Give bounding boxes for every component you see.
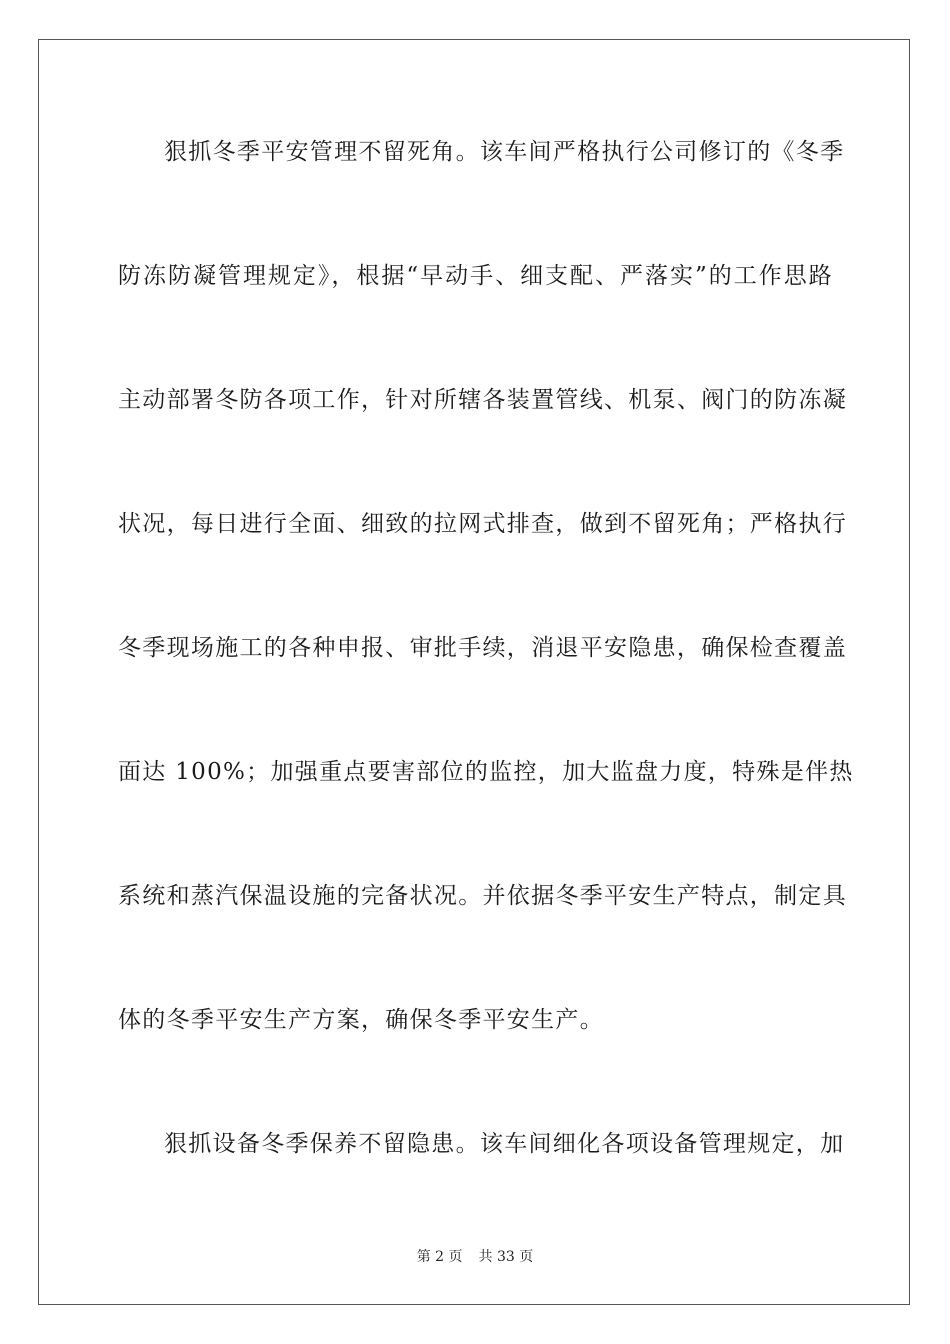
paragraph-1-line-4: 状况，每日进行全面、细致的拉网式排查，做到不留死角；严格执行	[118, 511, 847, 537]
paragraph-1-line-1: 狠抓冬季平安管理不留死角。该车间严格执行公司修订的《冬季	[164, 139, 845, 165]
paragraph-1-line-5: 冬季现场施工的各种申报、审批手续，消退平安隐患，确保检查覆盖	[118, 635, 847, 661]
page-border	[38, 39, 910, 1305]
paragraph-2-line-1: 狠抓设备冬季保养不留隐患。该车间细化各项设备管理规定，加	[164, 1131, 845, 1157]
paragraph-1-line-3: 主动部署冬防各项工作，针对所辖各装置管线、机泵、阀门的防冻凝	[118, 387, 847, 413]
page-footer	[0, 1248, 950, 1266]
paragraph-1-line-6: 面达 100%；加强重点要害部位的监控，加大监盘力度，特殊是伴热	[118, 759, 854, 785]
page-total: 共 33 页	[478, 1249, 534, 1265]
paragraph-1-line-8: 体的冬季平安生产方案，确保冬季平安生产。	[118, 1007, 604, 1033]
paragraph-1-line-7: 系统和蒸汽保温设施的完备状况。并依据冬季平安生产特点，制定具	[118, 883, 847, 909]
paragraph-1-line-2: 防冻防凝管理规定》，根据“早动手、细支配、严落实”的工作思路	[118, 263, 833, 289]
page-number: 第 2 页	[416, 1249, 463, 1265]
